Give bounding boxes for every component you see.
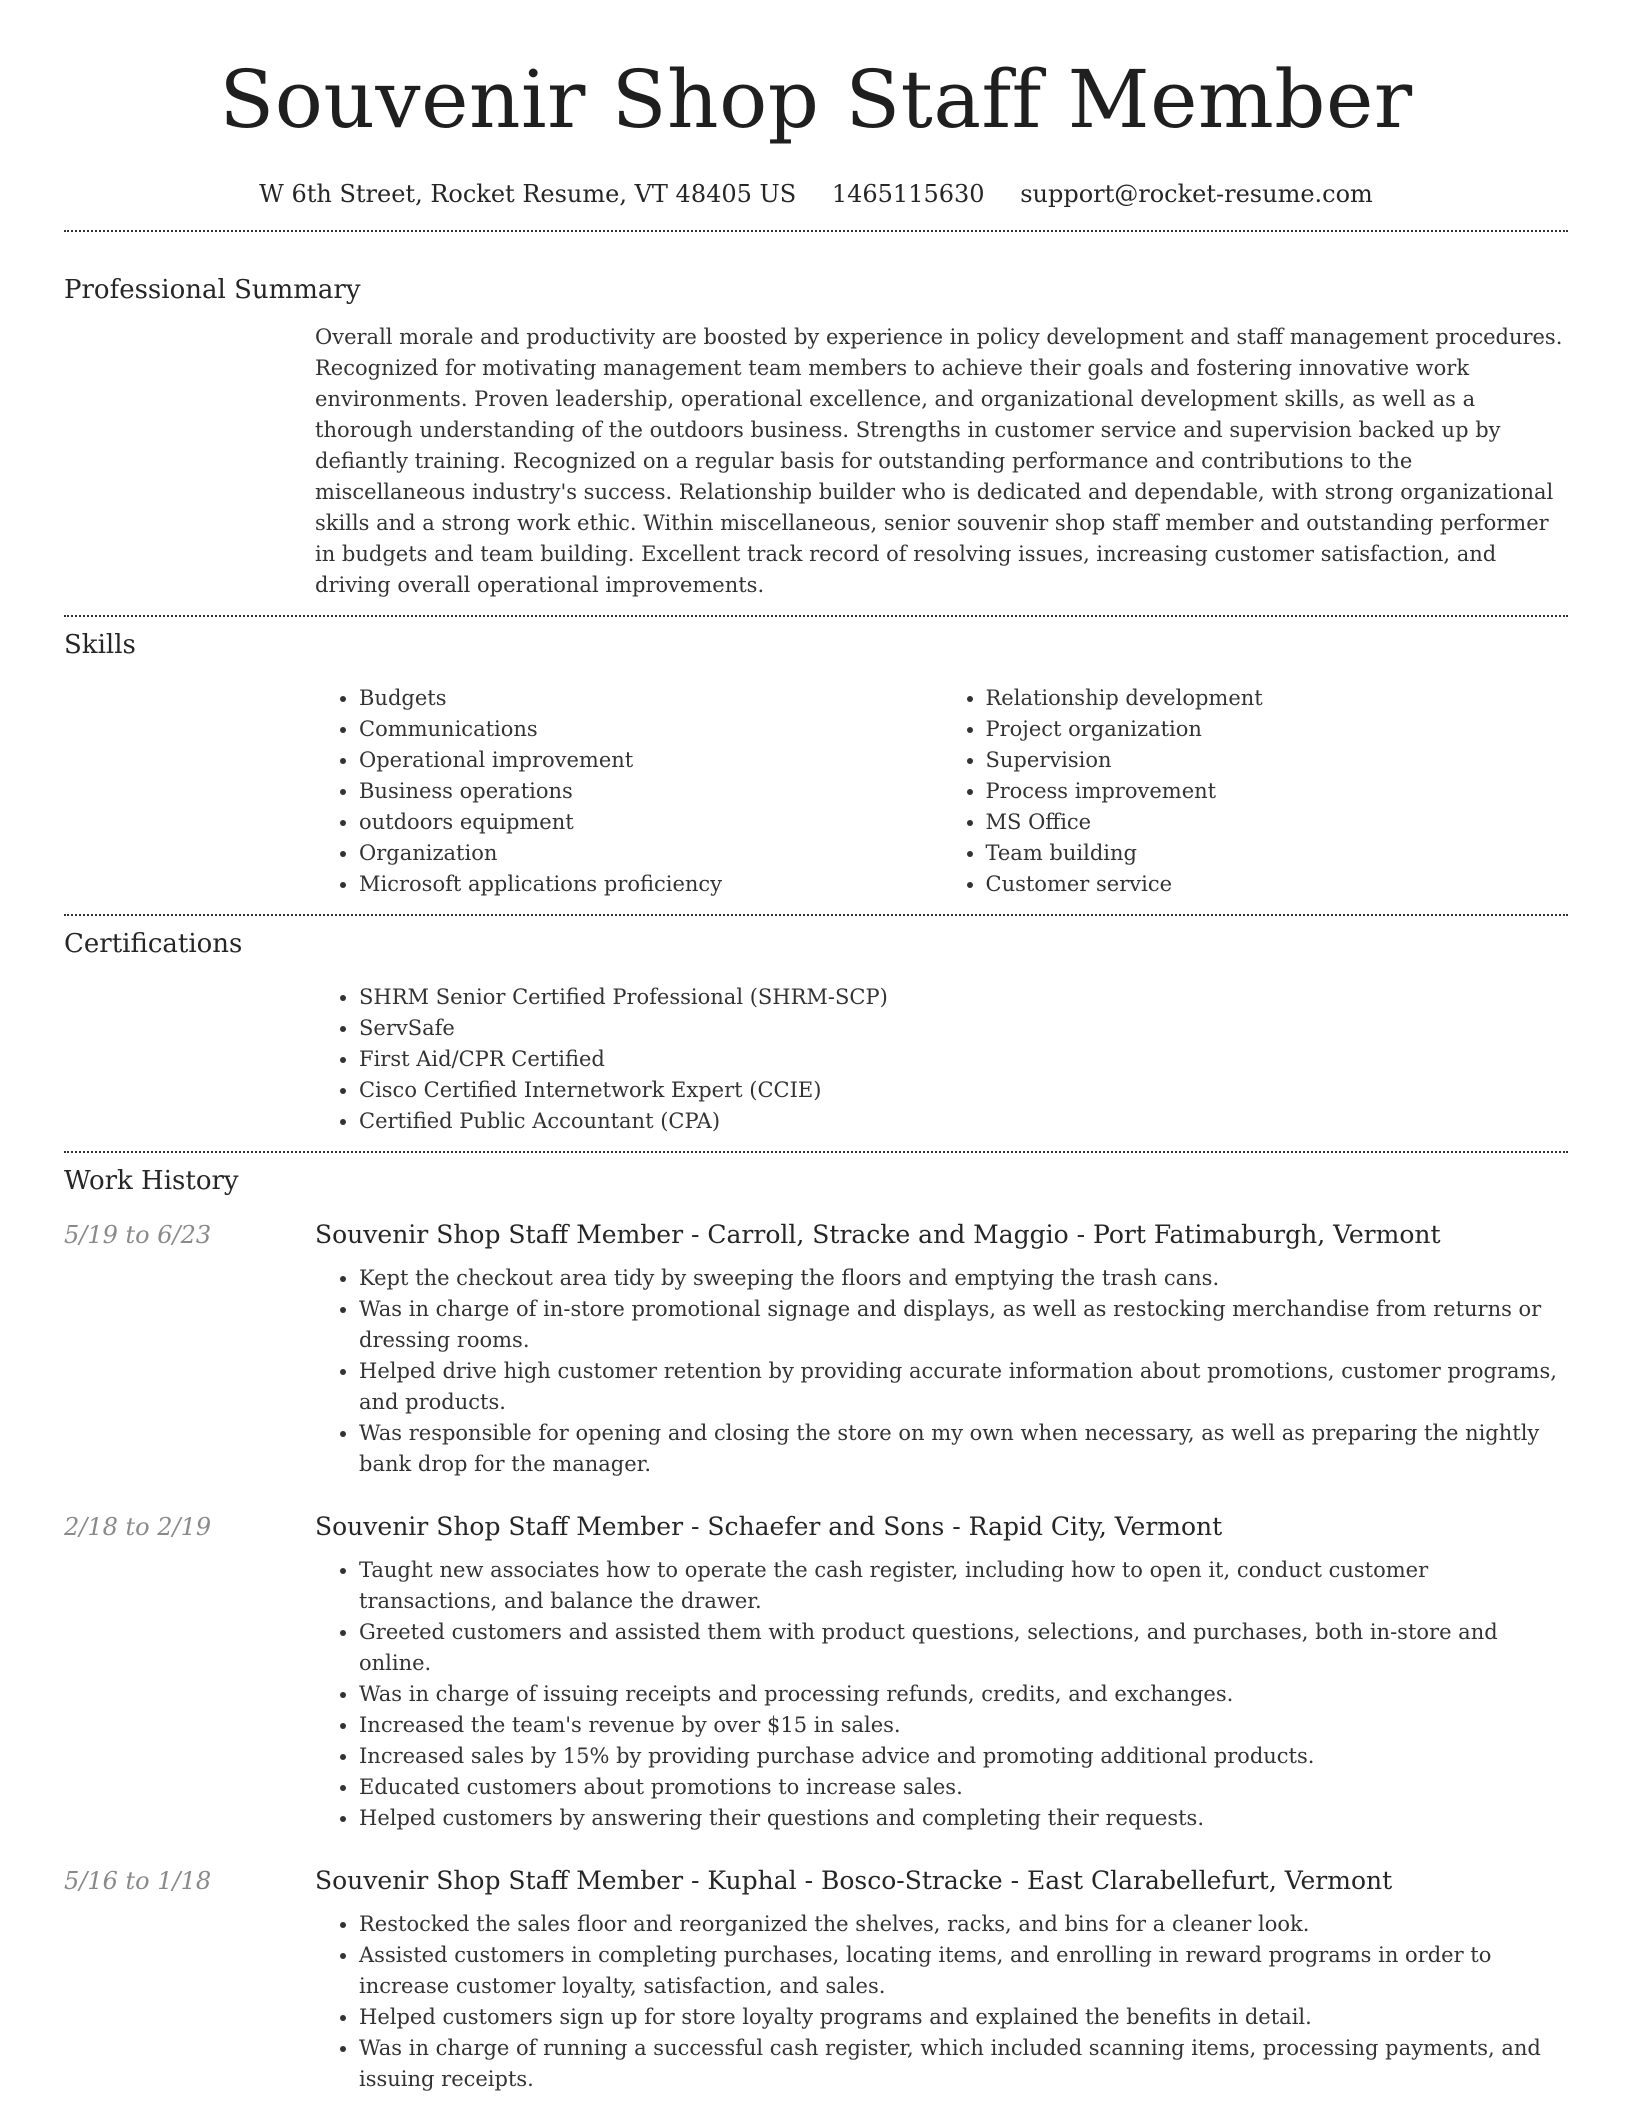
- summary-content: [315, 322, 1568, 601]
- certification-item: • Cisco Certified Internetwork Expert (CCIE): [359, 1075, 1568, 1106]
- job-bullet: • Was in charge of in-store promotional signage and displays, as well as restocking merchandise from returns or dressing rooms.: [359, 1294, 1568, 1356]
- job-body: [315, 1219, 1568, 1480]
- skill-item: • Communications: [359, 714, 942, 745]
- job-bullet: • Restocked the sales floor and reorganized the shelves, racks, and bins for a cleaner look.: [359, 1909, 1568, 1940]
- job-entry: [64, 1865, 1568, 2095]
- job-title: Souvenir Shop Staff Member - Schaefer and Sons - Rapid City, Vermont: [315, 1512, 1223, 1541]
- summary-text: Overall morale and productivity are boosted by experience in policy development and staff management procedures. Recognized for motivating management team members to achieve their goals and fostering innovative work environments. Proven leadership, operational excellence, and organizational development skills, as well as a thorough understanding of the outdoors business. Strengths in customer service and supervision backed up by defiantly training. Recognized on a regular basis for outstanding performance and contributions to the miscellaneous industry's success. Relationship builder who is dedicated and dependable, with strong organizational skills and a strong work ethic. Within miscellaneous, senior souvenir shop staff member and outstanding performer in budgets and team building. Excellent track record of resolving issues, increasing customer satisfaction, and driving overall operational improvements.: [315, 325, 1563, 597]
- skills-list-left: [315, 683, 942, 900]
- skill-item: • Project organization: [986, 714, 1569, 745]
- job-bullet: • Taught new associates how to operate the cash register, including how to open it, conduct customer transactions, and balance the drawer.: [359, 1555, 1568, 1617]
- summary-section: [64, 232, 1568, 615]
- job-title: Souvenir Shop Staff Member - Carroll, Stracke and Maggio - Port Fatimaburgh, Vermont: [315, 1220, 1441, 1249]
- skill-item: • Process improvement: [986, 776, 1569, 807]
- job-bullet: • Assisted customers in completing purchases, locating items, and enrolling in reward programs in order to increase customer loyalty, satisfaction, and sales.: [359, 1940, 1568, 2002]
- skill-item: • Operational improvement: [359, 745, 942, 776]
- job-bullet: • Kept the checkout area tidy by sweeping the floors and emptying the trash cans.: [359, 1263, 1568, 1294]
- job-bullet: • Was in charge of running a successful cash register, which included scanning items, processing payments, and issuing receipts.: [359, 2033, 1568, 2095]
- job-bullets: [315, 1909, 1568, 2095]
- skill-item: • Microsoft applications proficiency: [359, 869, 942, 900]
- certification-item: • ServSafe: [359, 1013, 1568, 1044]
- skills-title: Skills: [64, 630, 136, 660]
- job-bullets: [315, 1555, 1568, 1834]
- skills-list-right: [942, 683, 1569, 900]
- work-title: Work History: [64, 1166, 239, 1196]
- job-entry: [64, 1219, 1568, 1480]
- skill-item: • Business operations: [359, 776, 942, 807]
- job-bullet: • Educated customers about promotions to increase sales.: [359, 1772, 1568, 1803]
- certification-item: • SHRM Senior Certified Professional (SHRM-SCP): [359, 982, 1568, 1013]
- job-bullets: [315, 1263, 1568, 1480]
- jobs-list: [64, 1219, 1568, 2095]
- certification-item: • Certified Public Accountant (CPA): [359, 1106, 1568, 1137]
- skill-item: • Team building: [986, 838, 1569, 869]
- skill-item: • MS Office: [986, 807, 1569, 838]
- certifications-list: [315, 982, 1568, 1137]
- resume-header: [64, 0, 1568, 210]
- job-body: [315, 1511, 1568, 1834]
- skills-section: [64, 617, 1568, 914]
- job-title: Souvenir Shop Staff Member - Kuphal - Bosco-Stracke - East Clarabellefurt, Vermont: [315, 1866, 1393, 1895]
- contact-address: W 6th Street, Rocket Resume, VT 48405 US: [259, 180, 797, 208]
- skill-item: • Supervision: [986, 745, 1569, 776]
- job-bullet: • Increased the team's revenue by over $15 in sales.: [359, 1710, 1568, 1741]
- candidate-name: Souvenir Shop Staff Member: [219, 53, 1413, 146]
- job-date: 5/19 to 6/23: [64, 1221, 212, 1249]
- job-bullet: • Helped customers by answering their questions and completing their requests.: [359, 1803, 1568, 1834]
- contact-line: [64, 178, 1568, 210]
- skill-item: • Customer service: [986, 869, 1569, 900]
- contact-email: support@rocket-resume.com: [1020, 180, 1373, 208]
- skill-item: • outdoors equipment: [359, 807, 942, 838]
- job-date: 5/16 to 1/18: [64, 1867, 212, 1895]
- skill-item: • Relationship development: [986, 683, 1569, 714]
- job-bullet: • Increased sales by 15% by providing purchase advice and promoting additional products.: [359, 1741, 1568, 1772]
- job-bullet: • Helped customers sign up for store loyalty programs and explained the benefits in detail.: [359, 2002, 1568, 2033]
- certifications-content: [315, 982, 1568, 1137]
- certifications-section: [64, 916, 1568, 1151]
- skill-item: • Budgets: [359, 683, 942, 714]
- job-bullet: • Helped drive high customer retention by providing accurate information about promotions, customer programs, and products.: [359, 1356, 1568, 1418]
- job-entry: [64, 1511, 1568, 1834]
- job-bullet: • Greeted customers and assisted them with product questions, selections, and purchases, both in-store and online.: [359, 1617, 1568, 1679]
- work-section: [64, 1153, 1568, 2095]
- skill-item: • Organization: [359, 838, 942, 869]
- job-bullet: • Was in charge of issuing receipts and processing refunds, credits, and exchanges.: [359, 1679, 1568, 1710]
- job-body: [315, 1865, 1568, 2095]
- certifications-title: Certifications: [64, 929, 243, 959]
- job-bullet: • Was responsible for opening and closing the store on my own when necessary, as well as preparing the nightly bank drop for the manager.: [359, 1418, 1568, 1480]
- contact-phone: 1465115630: [831, 180, 985, 208]
- summary-title: Professional Summary: [64, 275, 361, 305]
- certification-item: • First Aid/CPR Certified: [359, 1044, 1568, 1075]
- skills-grid: [315, 683, 1568, 900]
- job-date: 2/18 to 2/19: [64, 1513, 212, 1541]
